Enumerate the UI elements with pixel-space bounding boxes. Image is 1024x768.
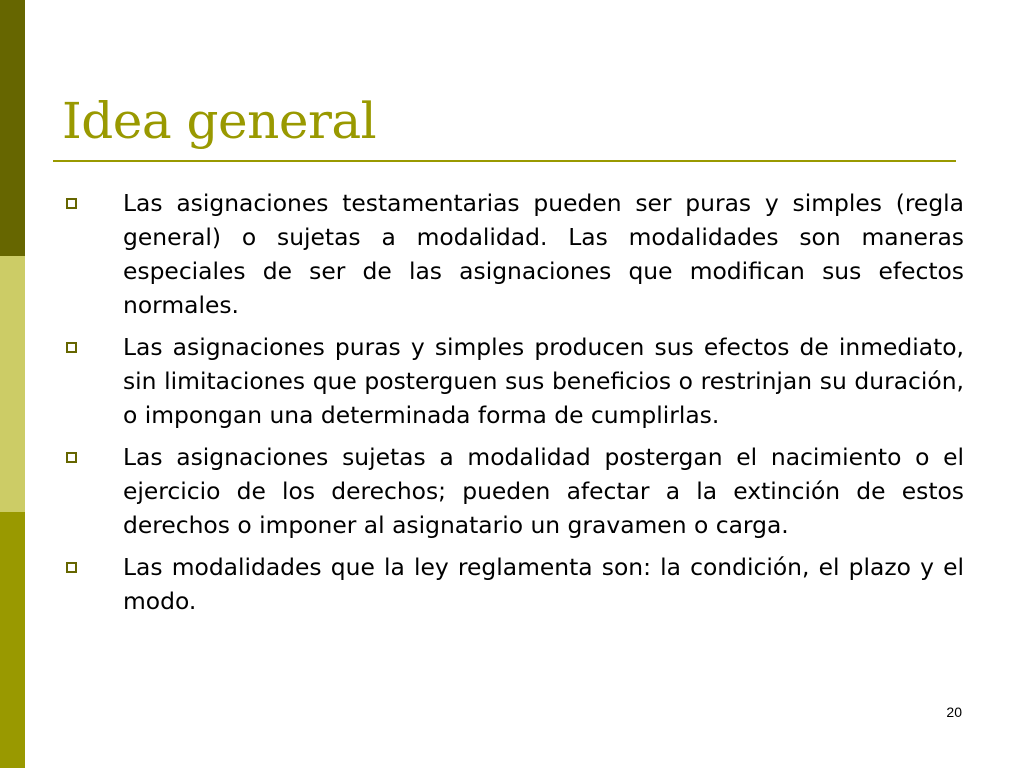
bullet-text-1: Las asignaciones testamentarias pueden ser puras y simples (regla general) o sujetas a modalidad. Las modalidades son maneras especiales de ser de las asignaciones que modifican sus efectos normales. xyxy=(123,189,964,319)
slide-title: Idea general xyxy=(62,92,377,150)
square-bullet-icon xyxy=(66,198,77,209)
page-number: 20 xyxy=(946,704,962,720)
sidebar-stripe-dark xyxy=(0,0,25,256)
bullet-text-4: Las modalidades que la ley reglamenta son: la condición, el plazo y el modo. xyxy=(123,553,964,615)
sidebar-stripe-mid xyxy=(0,512,25,768)
bullet-list xyxy=(62,186,964,626)
bullet-item-3 xyxy=(62,440,964,542)
square-bullet-icon xyxy=(66,452,77,463)
sidebar-stripe-light xyxy=(0,256,25,512)
bullet-item-2 xyxy=(62,330,964,432)
bullet-text-3: Las asignaciones sujetas a modalidad postergan el nacimiento o el ejercicio de los derechos; pueden afectar a la extinción de estos derechos o imponer al asignatario un gravamen o carga. xyxy=(123,443,964,539)
bullet-item-1 xyxy=(62,186,964,322)
bullet-text-2: Las asignaciones puras y simples producen sus efectos de inmediato, sin limitaciones que posterguen sus beneficios o restrinjan su duración, o impongan una determinada forma de cumplirlas. xyxy=(123,333,964,429)
square-bullet-icon xyxy=(66,342,77,353)
title-underline xyxy=(53,160,956,162)
square-bullet-icon xyxy=(66,562,77,573)
bullet-item-4 xyxy=(62,550,964,618)
